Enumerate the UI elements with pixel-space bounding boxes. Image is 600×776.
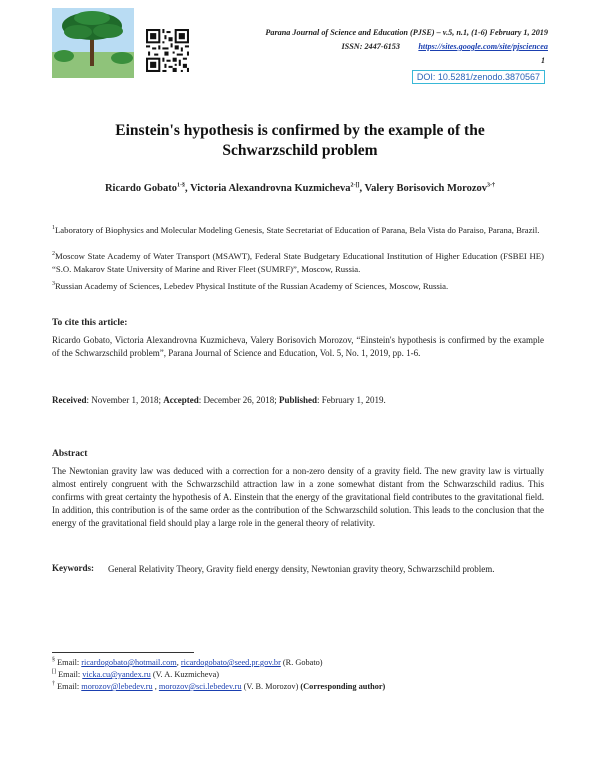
issn-url-line (208, 41, 548, 53)
footnote-1 (52, 657, 323, 669)
affiliation-1 (52, 224, 544, 237)
cite-text: Ricardo Gobato, Victoria Alexandrovna Kuzmicheva, Valery Borisovich Morozov, “Einstein's hypothesis is confirmed by the example of the Schwarzschild problem”, Parana Journal of Science and Education, Vol. 5, No. 1, 2019, pp. 1-6. (52, 335, 544, 358)
footnote-1-symbol: § (52, 657, 55, 664)
footnote-3-prefix: Email: (55, 682, 82, 691)
footnote-divider (52, 652, 194, 653)
email-link-morozov-sci[interactable]: morozov@sci.lebedev.ru (158, 682, 242, 691)
abstract-text: The Newtonian gravity law was deduced with a correction for a non-zero density of a gravity field. The new gravity law is virtually almost entirely congruent with the Schwarzschild attraction law in a zone somewhat distant from the Schwarzschild radius. This confirms with great certainty the hypothesis of A. Einstein that the energy of the gravitational field contributes to the gravitational field. In addition, this contribution is of the same order as the contribution of the Schwarzschild solution. This leads to the conclusion that the energy of the gravitational field should play a large role in the general theory of relativity. (52, 466, 544, 528)
affiliation-2 (52, 250, 544, 275)
affiliation-1-sup: 1 (52, 225, 55, 232)
qr-code[interactable] (146, 29, 189, 72)
footnote-3 (52, 681, 385, 693)
title-line-1: Einstein's hypothesis is confirmed by the example of the (115, 122, 485, 139)
footnote-2-prefix: Email: (56, 670, 83, 679)
received-date: : November 1, 2018; (86, 395, 164, 405)
email-link-gobato-hotmail[interactable]: ricardogobato@hotmail.com (81, 658, 177, 667)
published-date: : February 1, 2019. (317, 395, 386, 405)
footnote-3-symbol: † (52, 681, 55, 688)
affiliation-3-sup: 3 (52, 281, 55, 288)
author-2: Victoria Alexandrovna Kuzmicheva (190, 183, 351, 194)
email-link-gobato-seed[interactable]: ricardogobato@seed.pr.gov.br (180, 658, 281, 667)
footnote-3-sep: , (152, 682, 159, 691)
published-label: Published (278, 395, 317, 405)
author-3: Valery Borisovich Morozov (364, 183, 488, 194)
footnote-2 (52, 669, 219, 681)
keywords-label: Keywords: (52, 563, 94, 573)
author-2-sup: 2-[] (350, 182, 360, 189)
author-list: Ricardo Gobato$^{1-\S}$, Victoria Alexandrovna Kuzmicheva$^{2-[]}$, Valery Borisovich Morozov$^{3-\dagger}$ (104, 182, 496, 194)
affiliation-2-sup: 2 (52, 251, 55, 258)
affiliation-3-text: Russian Academy of Sciences, Lebedev Physical Institute of the Russian Academy of Sciences, Moscow, Russia. (55, 281, 449, 291)
email-link-kuzmicheva[interactable]: vicka.cu@yandex.ru (82, 670, 151, 679)
affiliation-1-text: Laboratory of Biophysics and Molecular Modeling Genesis, State Secretariat of Education of Parana, Bela Vista do Paraiso, Parana, Brazil. (55, 225, 540, 235)
journal-line: Parana Journal of Science and Education (PJSE) – v.5, n.1, (1-6) February 1, 2019 (265, 28, 548, 37)
email-link-morozov-lebedev[interactable]: morozov@lebedev.ru (81, 682, 153, 691)
journal-logo (52, 8, 134, 78)
footnote-1-sep: , (176, 658, 181, 667)
received-label: Received (52, 395, 87, 405)
affiliation-3 (52, 280, 544, 293)
araucaria-tree-logo-icon (52, 8, 134, 78)
author-3-sup: 3-† (487, 182, 496, 189)
paper-title (60, 121, 540, 161)
cite-heading: To cite this article: (52, 318, 128, 328)
keywords-text: General Relativity Theory, Gravity field energy density, Newtonian gravity theory, Schwarzschild problem. (108, 564, 495, 574)
footnote-2-suffix: (V. A. Kuzmicheva) (150, 670, 220, 679)
abstract-heading: Abstract (52, 449, 88, 459)
page-number: 1 (541, 56, 545, 65)
accepted-date: : December 26, 2018; (198, 395, 279, 405)
qr-code-icon (146, 29, 189, 72)
footnote-2-symbol: [] (52, 669, 56, 676)
author-1-sup: 1-§ (177, 182, 185, 189)
accepted-label: Accepted (163, 395, 199, 405)
author-1: Ricardo Gobato (104, 183, 177, 194)
doi-badge[interactable]: DOI: 10.5281/zenodo.3870567 (412, 70, 545, 84)
corresponding-author-note: (Corresponding author) (300, 682, 386, 691)
footnote-1-prefix: Email: (55, 658, 82, 667)
title-line-2: Schwarzschild problem (222, 142, 378, 159)
footnote-1-suffix: (R. Gobato) (280, 658, 323, 667)
journal-url-link[interactable]: https://sites.google.com/site/pjsciencea (418, 42, 548, 51)
affiliation-2-text: Moscow State Academy of Water Transport (MSAWT), Federal State Budgetary Educational Institution of Higher Education (FSBEI HE) “S.O. Makarov State University of Marine and River Fleet (SUMRF)”, Moscow, Russia. (52, 251, 544, 274)
footnote-3-suffix: (V. B. Morozov) (241, 682, 301, 691)
issn: ISSN: 2447-6153 (341, 42, 400, 51)
dates-line (52, 394, 544, 407)
